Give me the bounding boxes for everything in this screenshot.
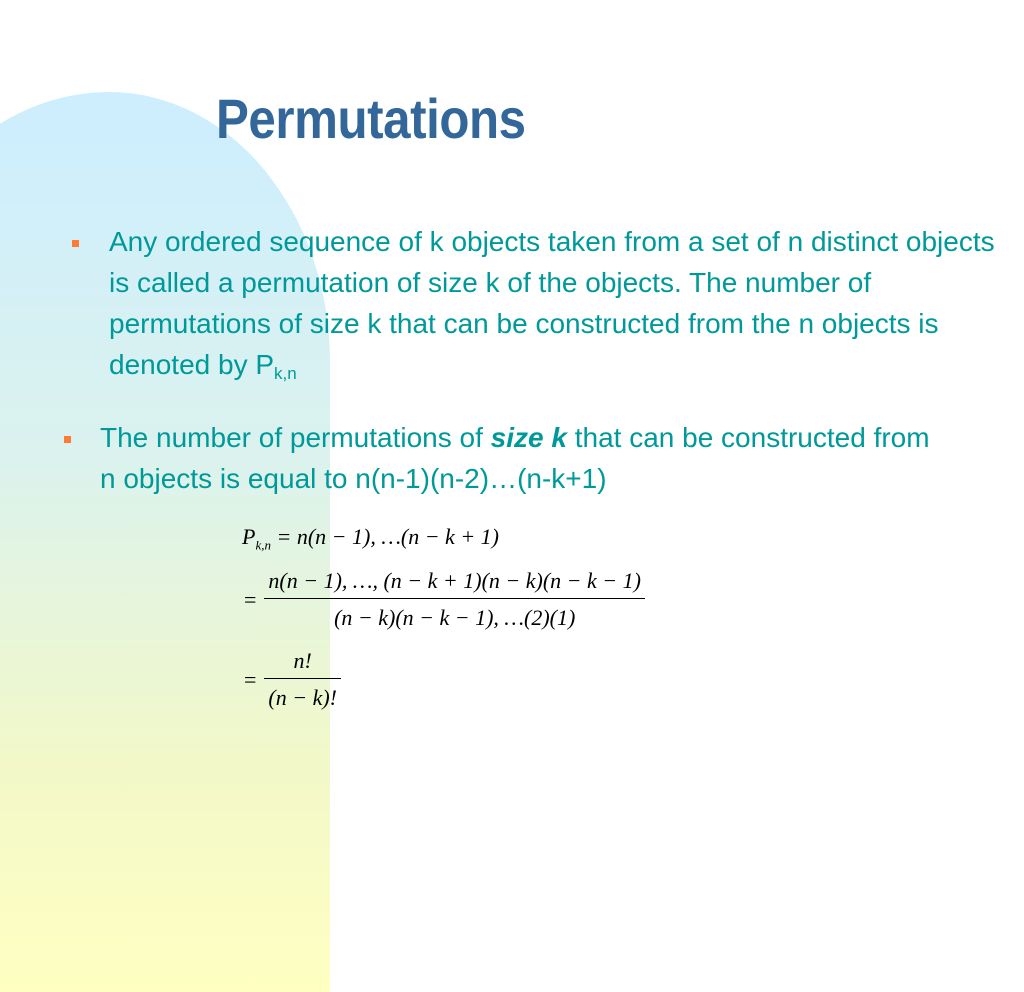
- bullet-count: [100, 417, 930, 499]
- formula-numerator-3: n!: [264, 648, 341, 679]
- bullet-marker-icon: [64, 436, 71, 443]
- slide-title: Permutations: [216, 87, 526, 150]
- formula-symbol: P: [242, 524, 256, 549]
- bullet-count-emphasis: size k: [490, 422, 567, 453]
- formula-equals: =: [244, 666, 257, 692]
- bullet-count-text-after: that can be constructed from n objects is equal to n(n-1)(n-2)…(n-k+1): [100, 422, 930, 494]
- formula-denominator-3: (n − k)!: [268, 685, 338, 710]
- formula-line-3: [244, 648, 341, 711]
- bullet-count-text-before: The number of permutations of: [100, 422, 491, 453]
- formula-denominator-2: (n − k)(n − k − 1), …(2)(1): [334, 605, 576, 630]
- formula-line-2: [244, 568, 645, 631]
- bullet-marker-icon: [72, 240, 79, 247]
- formula-equals: =: [244, 586, 257, 612]
- bullet-definition-subscript: k,n: [274, 364, 297, 383]
- formula-line-1: [242, 524, 499, 553]
- formula-line-1-rhs: = n(n − 1), …(n − k + 1): [276, 524, 499, 549]
- bullet-definition: [109, 221, 999, 385]
- formula-numerator-2: n(n − 1), …, (n − k + 1)(n − k)(n − k − 1): [264, 568, 645, 599]
- bullet-definition-text: Any ordered sequence of k objects taken from a set of n distinct objects is called a permutation of size k of the objects. The number of permutations of size k that can be constructed from the n objects is denoted by P: [109, 226, 995, 380]
- formula-subscript: k,n: [255, 537, 271, 553]
- formula-fraction-2: [264, 568, 645, 631]
- formula-fraction-3: [264, 648, 341, 711]
